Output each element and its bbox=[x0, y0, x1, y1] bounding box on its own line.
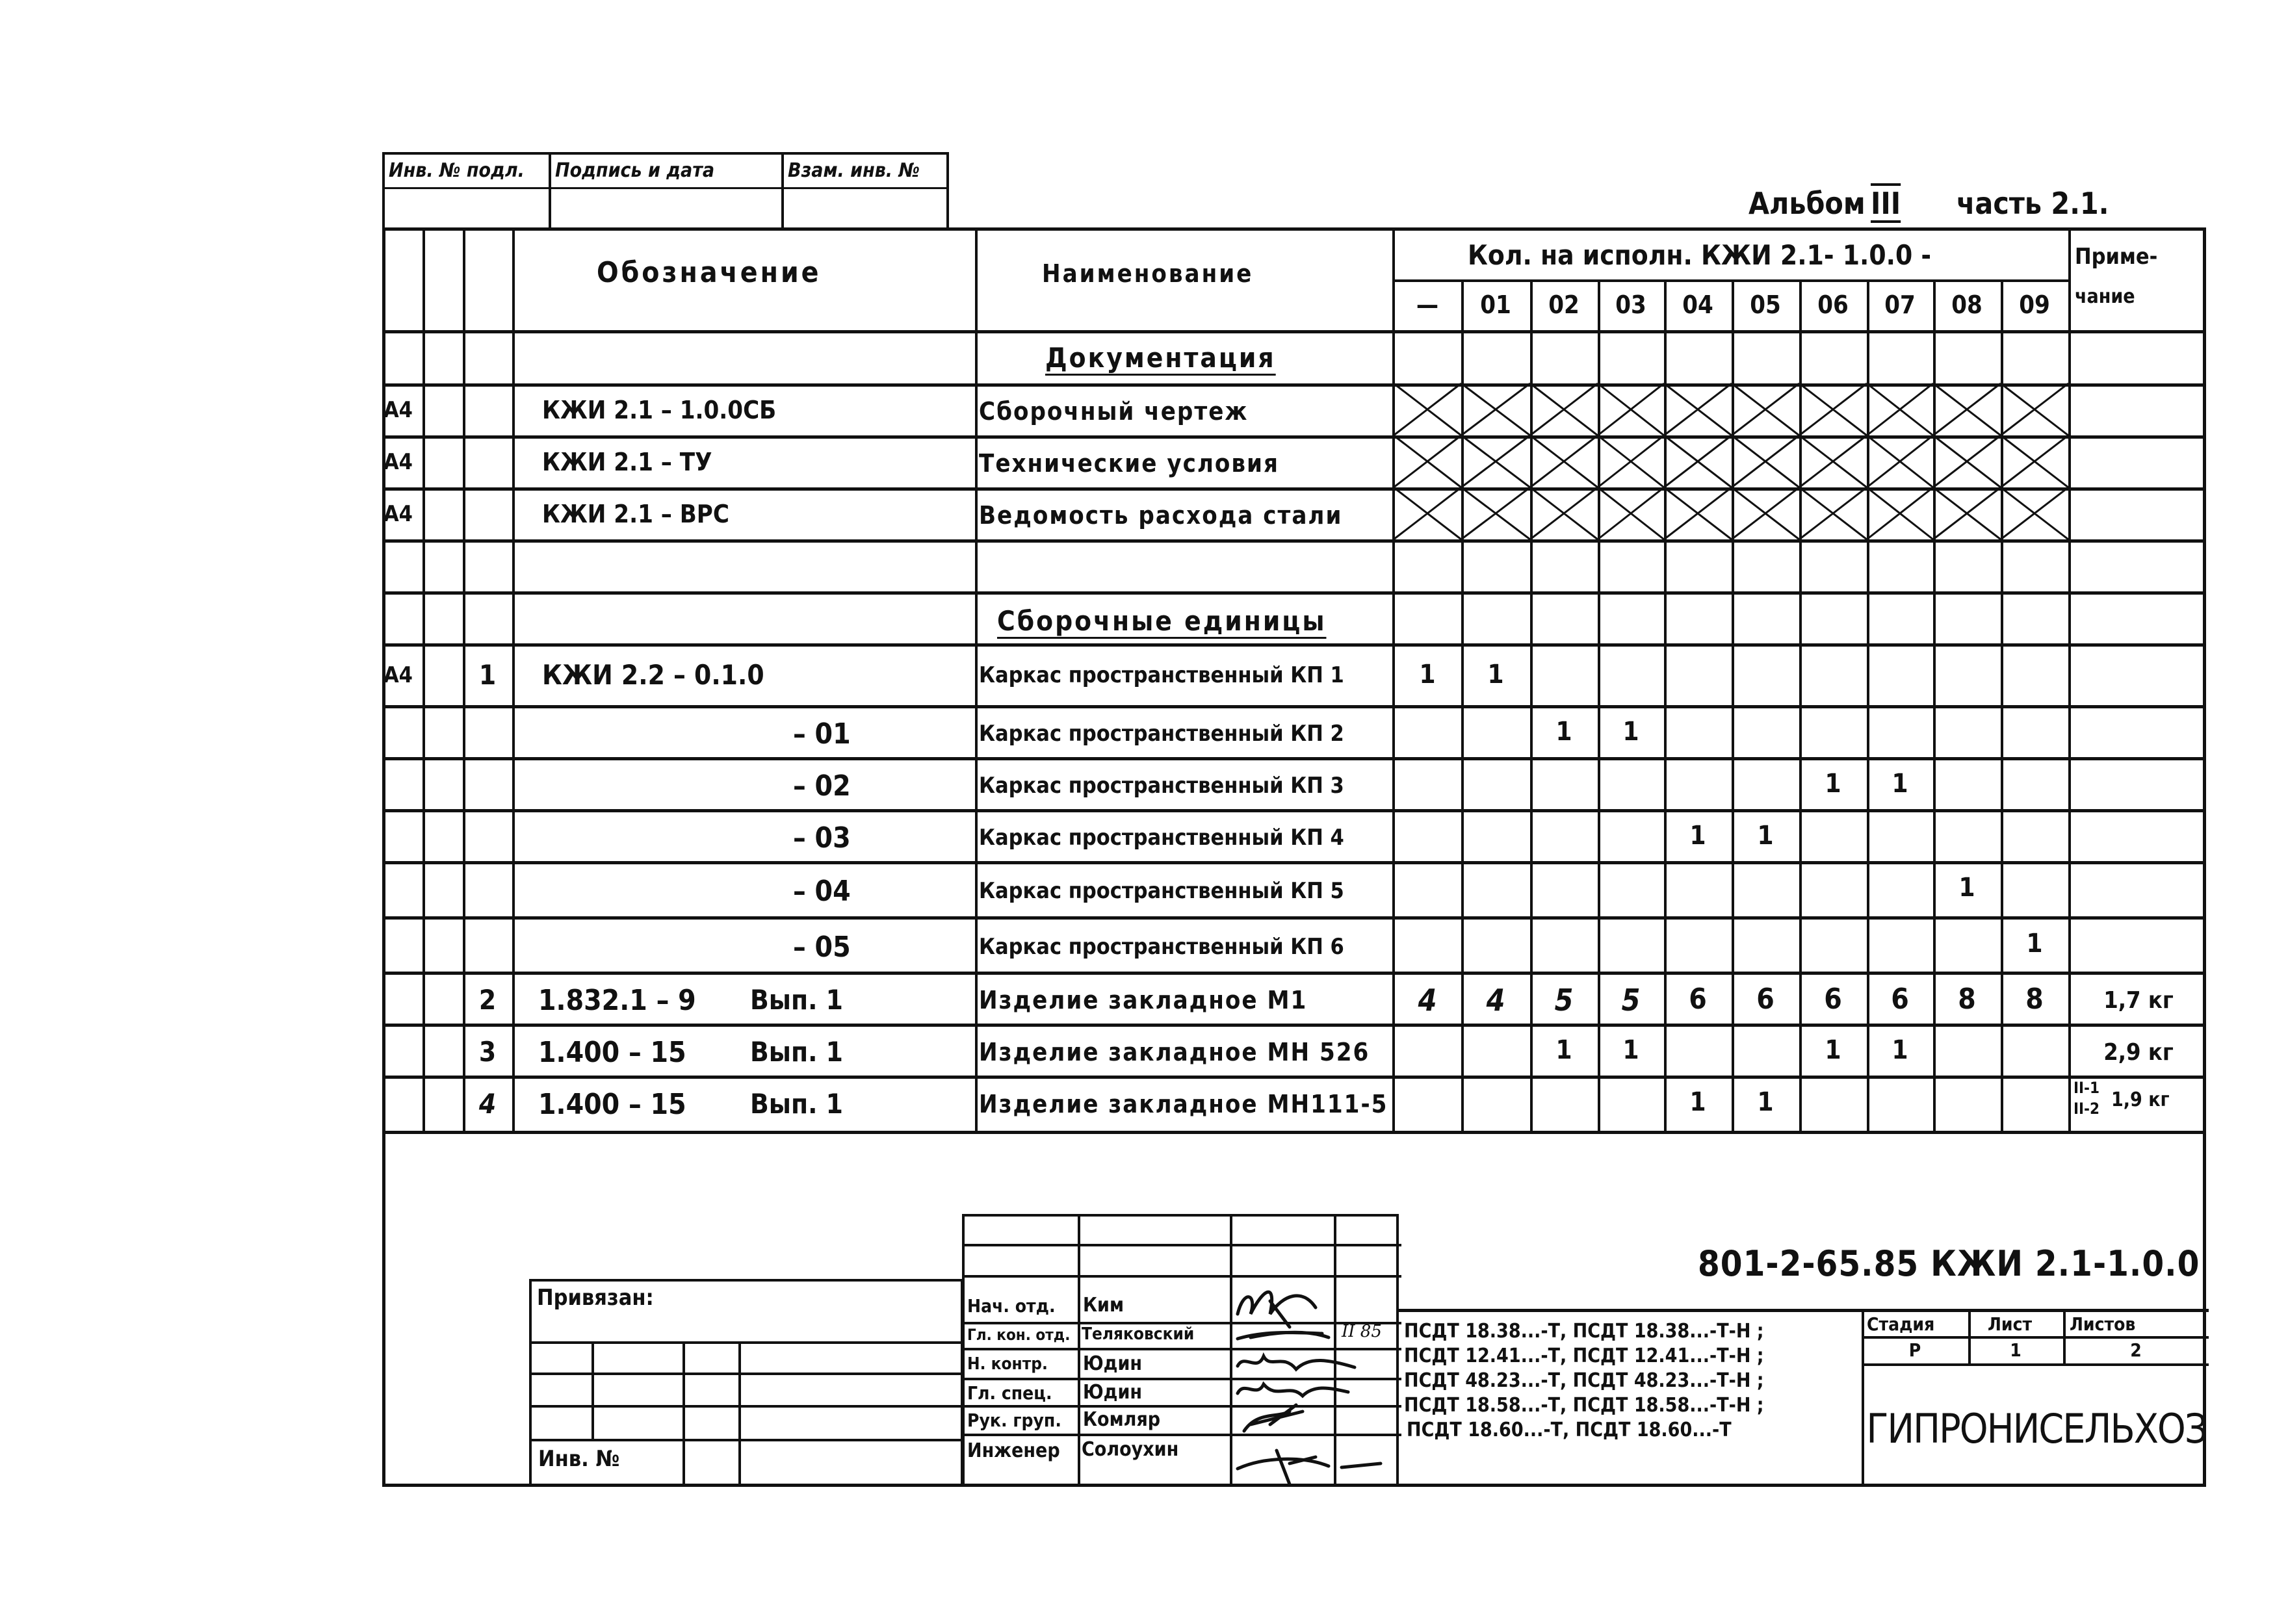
qty-cell: 1 bbox=[1622, 717, 1639, 747]
variant-header: 05 bbox=[1750, 290, 1781, 319]
sheet-value: 1 bbox=[2010, 1339, 2022, 1361]
stage-value: Р bbox=[1908, 1339, 1921, 1361]
issue-cell: Вып. 1 bbox=[750, 984, 843, 1016]
qty-cell: 6 bbox=[1824, 983, 1842, 1016]
format-cell: А4 bbox=[384, 397, 413, 423]
signature-name: Юдин bbox=[1083, 1381, 1143, 1404]
handwritten-signatures bbox=[965, 1217, 1401, 1489]
title-main-block bbox=[1396, 1214, 2206, 1487]
signature-name: Юдин bbox=[1083, 1352, 1143, 1375]
variant-header: 07 bbox=[1884, 290, 1916, 319]
note-cell-weight: 1,9 кг bbox=[2111, 1089, 2170, 1111]
qty-cell: 6 bbox=[1891, 983, 1909, 1016]
designation-cell: – 01 bbox=[793, 717, 851, 751]
sheet-label: Лист bbox=[1988, 1313, 2033, 1335]
stamp-label-replace-inv: Взам. инв. № bbox=[788, 159, 920, 182]
name-cell: Изделие закладное МН111-5 bbox=[979, 1090, 1388, 1118]
qty-cell: 1 bbox=[1555, 1035, 1572, 1065]
qty-cell: 1 bbox=[1958, 873, 1975, 903]
variant-header: 06 bbox=[1817, 290, 1849, 319]
signature-name: Ким bbox=[1083, 1294, 1124, 1317]
name-cell: Изделие закладное М1 bbox=[979, 986, 1308, 1014]
format-cell: А4 bbox=[384, 449, 413, 475]
signature-name: Комляр bbox=[1083, 1408, 1161, 1431]
product-line: ПСДТ 12.41...-Т, ПСДТ 12.41...-Т-Н ; bbox=[1404, 1345, 1764, 1367]
qty-cell: 1 bbox=[1487, 660, 1504, 690]
note-cell: 2,9 кг bbox=[2103, 1039, 2174, 1066]
position-cell: 1 bbox=[478, 659, 497, 691]
qty-cell: 5 bbox=[1554, 983, 1574, 1018]
qty-cell: 1 bbox=[1892, 769, 1908, 799]
qty-cell: 4 bbox=[1418, 983, 1437, 1018]
organization-name: ГИПРОНИСЕЛЬХОЗ bbox=[1866, 1405, 2207, 1452]
variant-header: 02 bbox=[1548, 290, 1580, 319]
variant-header: — bbox=[1416, 290, 1439, 319]
sheets-value: 2 bbox=[2130, 1339, 2142, 1361]
designation-cell: 1.400 – 15 bbox=[538, 1036, 686, 1069]
name-cell: Каркас пространственный КП 6 bbox=[979, 934, 1344, 960]
designation-cell: 1.832.1 – 9 bbox=[538, 984, 696, 1017]
inv-no-label: Инв. № bbox=[538, 1446, 620, 1472]
name-cell: Ведомость расхода стали bbox=[979, 501, 1343, 530]
qty-cell: 1 bbox=[1622, 1035, 1639, 1065]
position-cell: 4 bbox=[478, 1088, 497, 1120]
variant-header: 01 bbox=[1480, 290, 1511, 319]
qty-cell: 1 bbox=[1757, 1087, 1774, 1117]
position-cell: 2 bbox=[478, 984, 497, 1016]
product-line: ПСДТ 18.38...-Т, ПСДТ 18.38...-Т-Н ; bbox=[1404, 1320, 1764, 1343]
issue-cell: Вып. 1 bbox=[750, 1036, 843, 1068]
signature-role: Рук. груп. bbox=[967, 1410, 1061, 1431]
designation-cell: 1.400 – 15 bbox=[538, 1088, 686, 1121]
name-cell: Каркас пространственный КП 4 bbox=[979, 825, 1344, 851]
name-cell: Сборочный чертеж bbox=[979, 397, 1249, 426]
qty-cell: 6 bbox=[1756, 983, 1774, 1016]
name-cell: Каркас пространственный КП 1 bbox=[979, 662, 1344, 688]
album-part: часть 2.1. bbox=[1956, 186, 2109, 221]
format-cell: А4 bbox=[384, 501, 413, 527]
signature-block bbox=[962, 1214, 1399, 1487]
designation-cell: КЖИ 2.2 – 0.1.0 bbox=[542, 659, 764, 691]
product-line: ПСДТ 18.60...-Т, ПСДТ 18.60...-Т bbox=[1407, 1419, 1732, 1441]
signature-role: Гл. кон. отд. bbox=[967, 1326, 1071, 1344]
stamp-label-inv-no: Инв. № подл. bbox=[389, 159, 525, 182]
issue-cell: Вып. 1 bbox=[750, 1088, 843, 1120]
signature-role: Н. контр. bbox=[967, 1354, 1048, 1374]
product-line: ПСДТ 18.58...-Т, ПСДТ 18.58...-Т-Н ; bbox=[1404, 1394, 1764, 1417]
qty-cell: 8 bbox=[2025, 983, 2044, 1016]
document-code: 801-2-65.85 КЖИ 2.1-1.0.0 bbox=[1698, 1243, 2200, 1284]
specification-table bbox=[382, 227, 2206, 1144]
sheets-label: Листов bbox=[2070, 1313, 2136, 1335]
header-name: Наименование bbox=[1042, 259, 1254, 288]
qty-cell: 1 bbox=[1825, 1035, 1841, 1065]
designation-cell: КЖИ 2.1 – 1.0.0СБ bbox=[542, 396, 777, 424]
qty-cell: 1 bbox=[1555, 717, 1572, 747]
header-qty-group: Кол. на исполн. КЖИ 2.1- 1.0.0 - bbox=[1468, 239, 1932, 271]
qty-cell: 1 bbox=[1689, 821, 1706, 851]
designation-cell: КЖИ 2.1 – ВРС bbox=[542, 500, 729, 528]
album-label: Альбом bbox=[1748, 186, 1866, 221]
signature-role: Гл. спец. bbox=[967, 1382, 1052, 1404]
designation-cell: – 04 bbox=[793, 875, 851, 908]
stage-label: Стадия bbox=[1867, 1313, 1935, 1335]
variant-header: 04 bbox=[1682, 290, 1713, 319]
variant-header: 03 bbox=[1615, 290, 1646, 319]
signature-role: Инженер bbox=[967, 1439, 1060, 1462]
name-cell: Каркас пространственный КП 5 bbox=[979, 878, 1344, 904]
qty-cell: 1 bbox=[1757, 821, 1774, 851]
section-assembly-units: Сборочные единицы bbox=[997, 605, 1327, 637]
qty-cell: 1 bbox=[1689, 1087, 1706, 1117]
signature-role: Нач. отд. bbox=[967, 1295, 1056, 1317]
binding-block bbox=[529, 1279, 963, 1487]
qty-cell: 1 bbox=[2026, 929, 2043, 959]
signature-name: Солоухин bbox=[1082, 1438, 1179, 1461]
name-cell: Изделие закладное МН 526 bbox=[979, 1038, 1370, 1066]
qty-cell: 5 bbox=[1621, 983, 1641, 1018]
format-cell: А4 bbox=[384, 662, 413, 688]
signature-name: Теляковский bbox=[1082, 1324, 1195, 1344]
name-cell: Технические условия bbox=[979, 449, 1279, 478]
designation-cell: – 03 bbox=[793, 821, 851, 855]
note-cell-variant-b: II-2 bbox=[2074, 1100, 2100, 1118]
qty-cell: 1 bbox=[1892, 1035, 1908, 1065]
header-note-line2: чание bbox=[2075, 285, 2135, 308]
name-cell: Каркас пространственный КП 2 bbox=[979, 721, 1344, 747]
variant-header: 08 bbox=[1951, 290, 1982, 319]
qty-cell: 1 bbox=[1419, 660, 1436, 690]
inventory-stamp bbox=[382, 152, 949, 230]
header-designation: Обозначение bbox=[597, 256, 822, 289]
qty-cell: 1 bbox=[1825, 769, 1841, 799]
note-cell: 1,7 кг bbox=[2103, 987, 2174, 1014]
section-documentation: Документация bbox=[1045, 342, 1276, 374]
note-cell-variant-a: II-1 bbox=[2074, 1079, 2100, 1097]
qty-cell: 4 bbox=[1486, 983, 1505, 1018]
bound-label: Привязан: bbox=[537, 1285, 654, 1311]
position-cell: 3 bbox=[478, 1036, 497, 1068]
signature-date: II 85 bbox=[1342, 1322, 1382, 1341]
variant-header: 09 bbox=[2019, 290, 2050, 319]
qty-cell: 8 bbox=[1958, 983, 1976, 1016]
stamp-label-signature-date: Подпись и дата bbox=[555, 159, 715, 182]
designation-cell: КЖИ 2.1 – ТУ bbox=[542, 448, 712, 476]
designation-cell: – 02 bbox=[793, 769, 851, 803]
header-note-line1: Приме- bbox=[2075, 244, 2158, 270]
qty-cell: 6 bbox=[1689, 983, 1707, 1016]
name-cell: Каркас пространственный КП 3 bbox=[979, 773, 1344, 799]
album-number: III bbox=[1871, 186, 1901, 221]
designation-cell: – 05 bbox=[793, 931, 851, 964]
product-line: ПСДТ 48.23...-Т, ПСДТ 48.23...-Т-Н ; bbox=[1404, 1369, 1764, 1392]
